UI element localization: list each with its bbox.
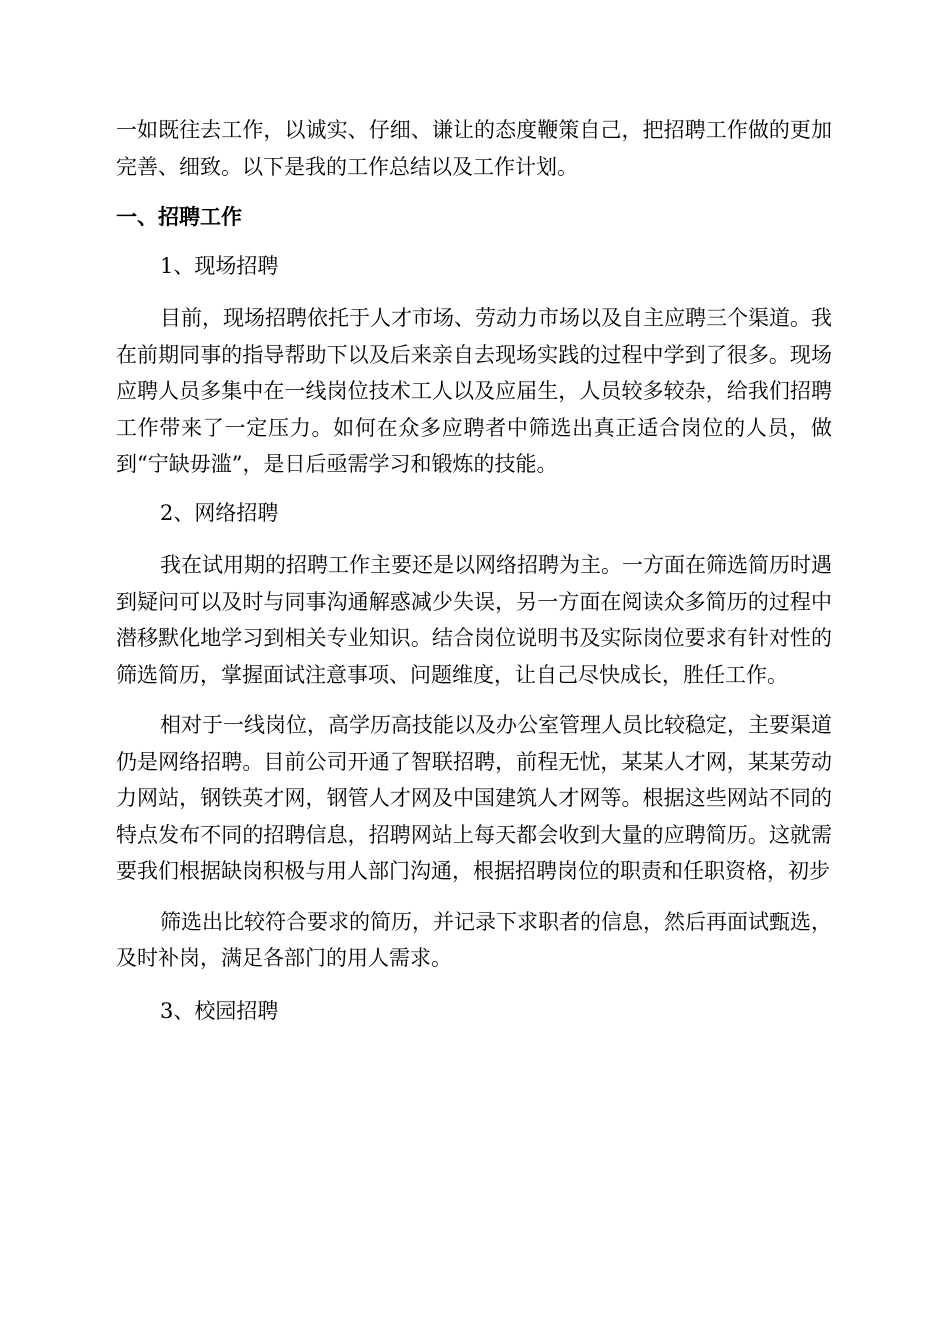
intro-paragraph: 一如既往去工作，以诚实、仔细、谦让的态度鞭策自己，把招聘工作做的更加完善、细致。以下是我的工作总结以及工作计划。 <box>116 118 832 179</box>
online-recruitment-paragraph-1: 我在试用期的招聘工作主要还是以网络招聘为主。一方面在筛选简历时遇到疑问可以及时与同事沟通解惑减少失误，另一方面在阅读众多简历的过程中潜移默化地学习到相关专业知识。结合岗位说明书及实际岗位要求有针对性的筛选简历，掌握面试注意事项、问题维度，让自己尽快成长，胜任工作。 <box>116 553 832 687</box>
subheading-online-recruitment: 2、网络招聘 <box>160 500 279 525</box>
subheading-onsite-recruitment: 1、现场招聘 <box>160 253 279 278</box>
onsite-recruitment-paragraph: 目前，现场招聘依托于人才市场、劳动力市场以及自主应聘三个渠道。我在前期同事的指导帮助下以及后来亲自去现场实践的过程中学到了很多。现场应聘人员多集中在一线岗位技术工人以及应届生，人员较多较杂，给我们招聘工作带来了一定压力。如何在众多应聘者中筛选出真正适合岗位的人员，做到“宁缺毋滥”，是日后亟需学习和锻炼的技能。 <box>116 306 832 476</box>
online-recruitment-paragraph-2: 相对于一线岗位，高学历高技能以及办公室管理人员比较稳定，主要渠道仍是网络招聘。目前公司开通了智联招聘，前程无忧，某某人才网，某某劳动力网站，钢铁英才网，钢管人才网及中国建筑人才网等。根据这些网站不同的特点发布不同的招聘信息，招聘网站上每天都会收到大量的应聘简历。这就需要我们根据缺岗积极与用人部门沟通，根据招聘岗位的职责和任职资格，初步 <box>116 713 832 883</box>
section-heading-recruitment: 一、招聘工作 <box>116 205 242 229</box>
document-body <box>116 112 832 1029</box>
subheading-campus-recruitment: 3、校园招聘 <box>160 998 279 1023</box>
online-recruitment-paragraph-3: 筛选出比较符合要求的简历，并记录下求职者的信息，然后再面试甄选，及时补岗，满足各部门的用人需求。 <box>116 909 832 970</box>
